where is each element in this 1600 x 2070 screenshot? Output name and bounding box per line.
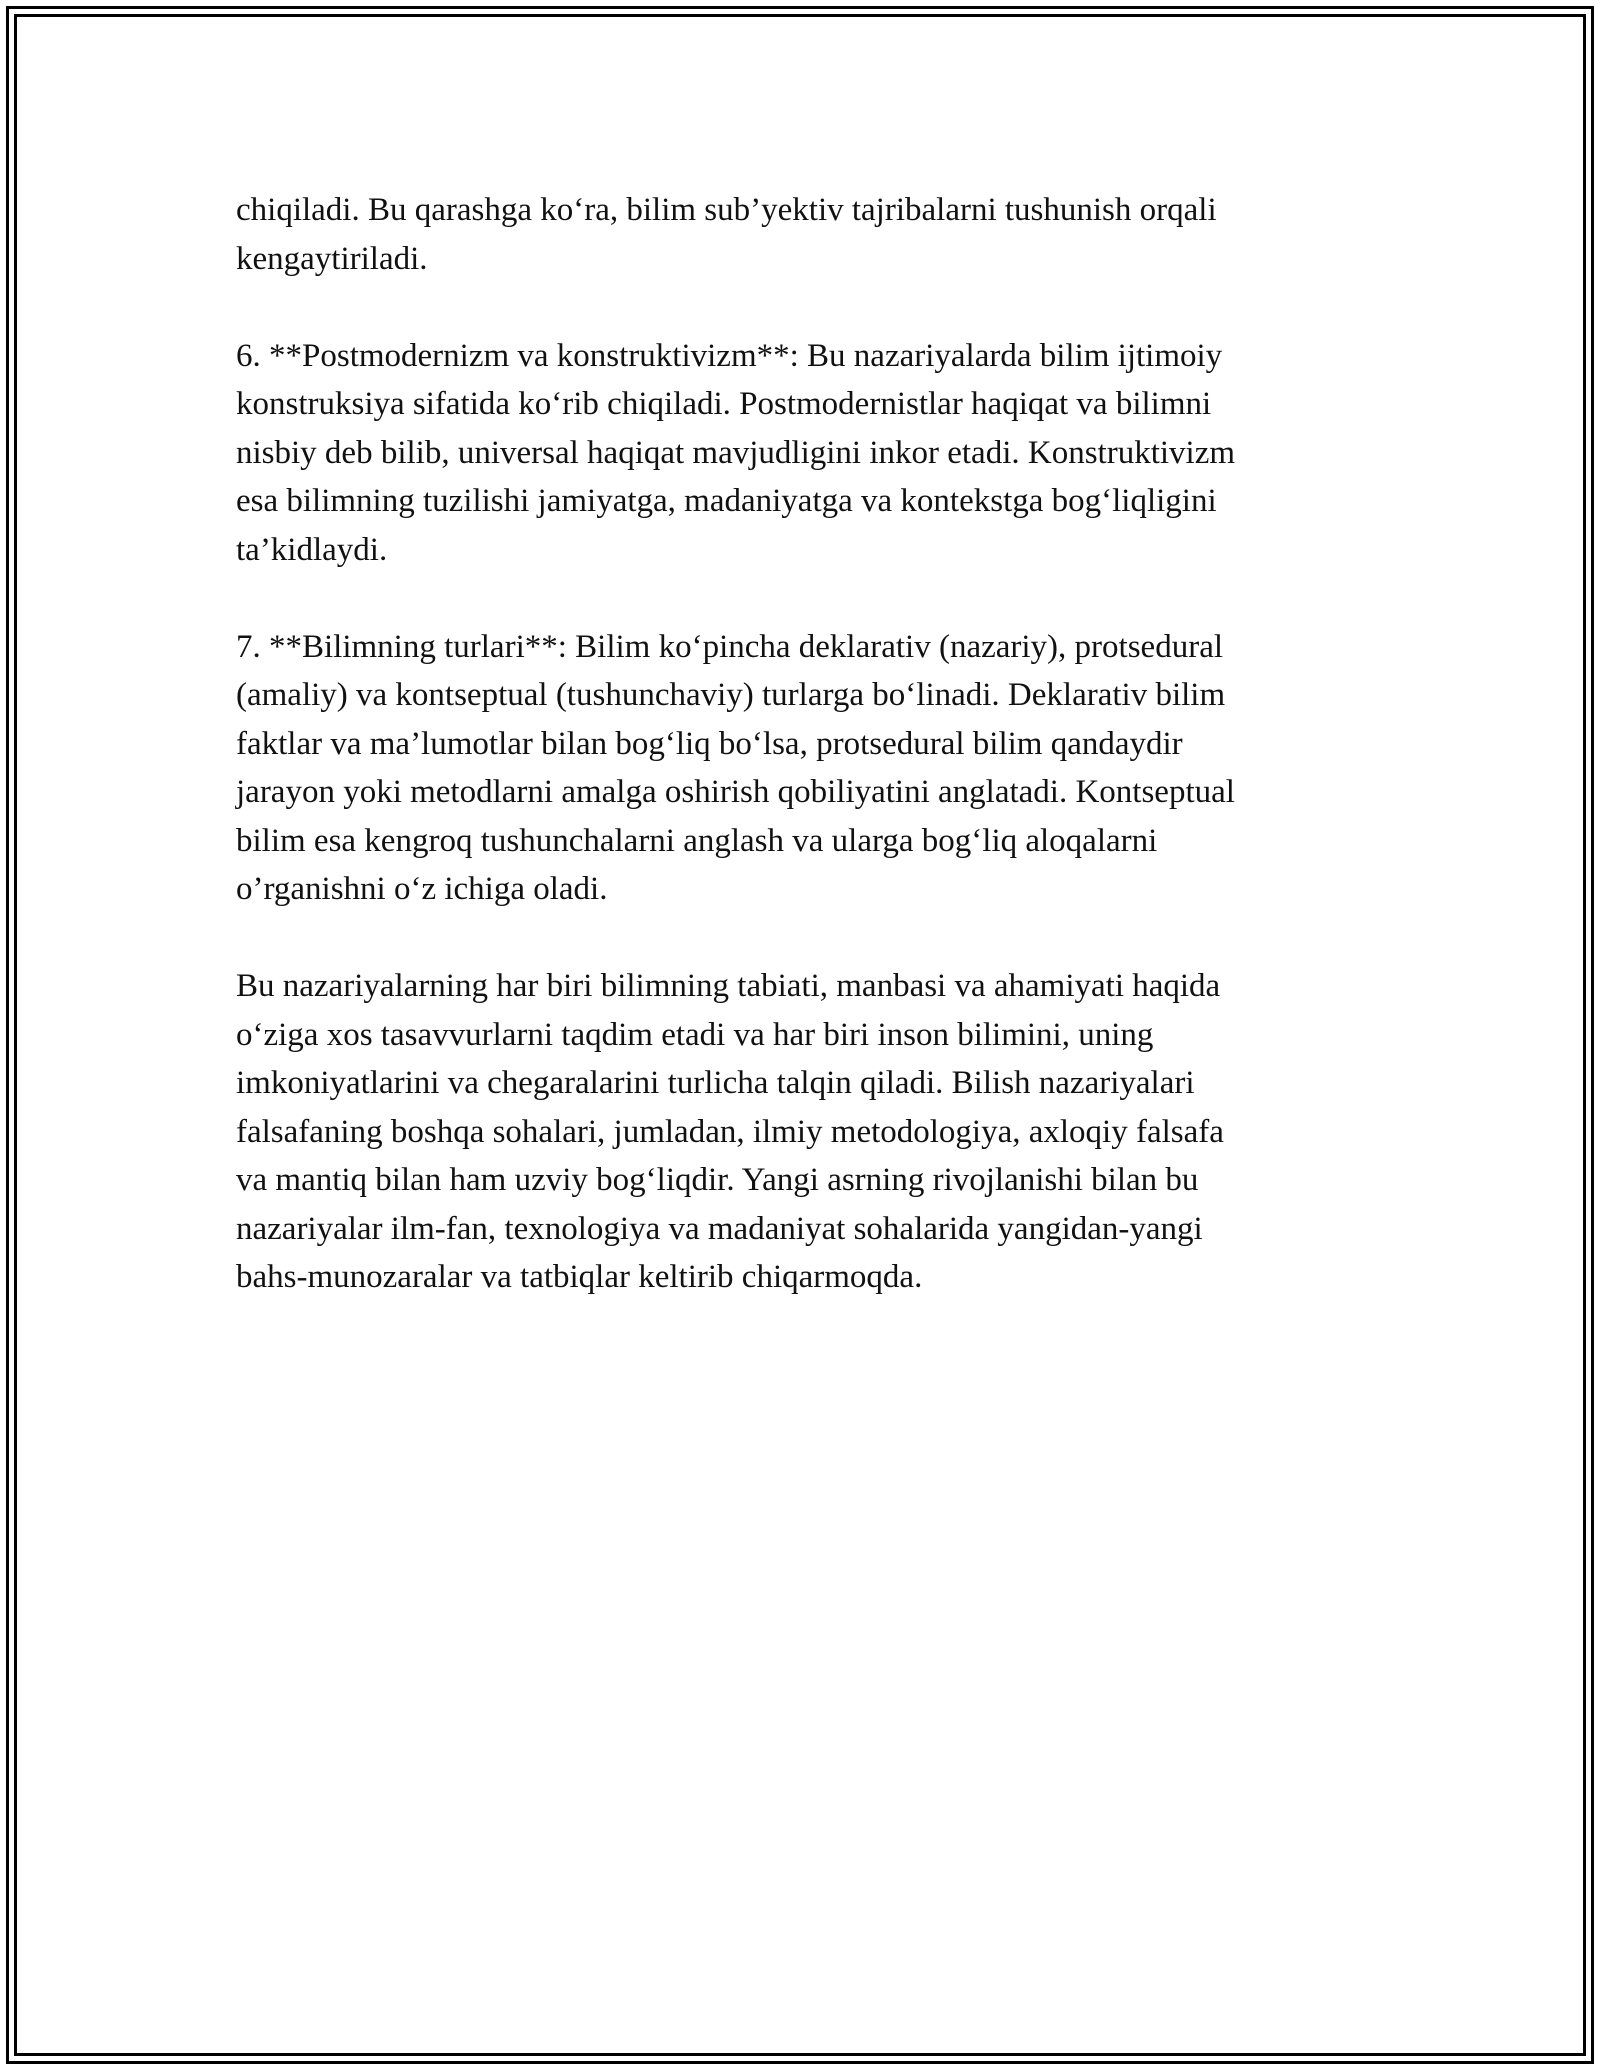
paragraph-continuation: chiqiladi. Bu qarashga ko‘ra, bilim sub’yektiv tajribalarni tushunish orqali kengaytiriladi. [236, 192, 1217, 277]
paragraph-postmodernism: 6. **Postmodernizm va konstruktivizm**: Bu nazariyalarda bilim ijtimoiy konstruksiya sifatida ko‘rib chiqiladi. Postmodernistlar haqiqat va bilimni nisbiy deb bilib, universal haqiqat mavjudligini inkor etadi. Konstruktivizm esa bilimning tuzilishi jamiyatga, madaniyatga va kontekstga bog‘liqligini ta’kidlaydi. [236, 337, 1236, 568]
paragraph-conclusion: Bu nazariyalarning har biri bilimning tabiati, manbasi va ahamiyati haqida o‘ziga xos tasavvurlarni taqdim etadi va har biri inson bilimini, uning imkoniyatlarini va chegaralarini turlicha talqin qiladi. Bilish nazariyalari falsafaning boshqa sohalari, jumladan, ilmiy metodologiya, axloqiy falsafa va mantiq bilan ham uzviy bog‘liqdir. Yangi asrning rivojlanishi bilan bu nazariyalar ilm-fan, texnologiya va madaniyat sohalarida yangidan-yangi bahs-munozaralar va tatbiqlar keltirib chiqarmoqda. [236, 968, 1224, 1295]
document-body [236, 186, 1366, 1350]
paragraph-knowledge-types: 7. **Bilimning turlari**: Bilim ko‘pincha deklarativ (nazariy), protsedural (amaliy) va kontseptual (tushunchaviy) turlarga bo‘linadi. Deklarativ bilim faktlar va ma’lumotlar bilan bog‘liq bo‘lsa, protsedural bilim qandaydir jarayon yoki metodlarni amalga oshirish qobiliyatini anglatadi. Kontseptual bilim esa kengroq tushunchalarni anglash va ularga bog‘liq aloqalarni o’rganishni o‘z ichiga oladi. [236, 628, 1235, 907]
